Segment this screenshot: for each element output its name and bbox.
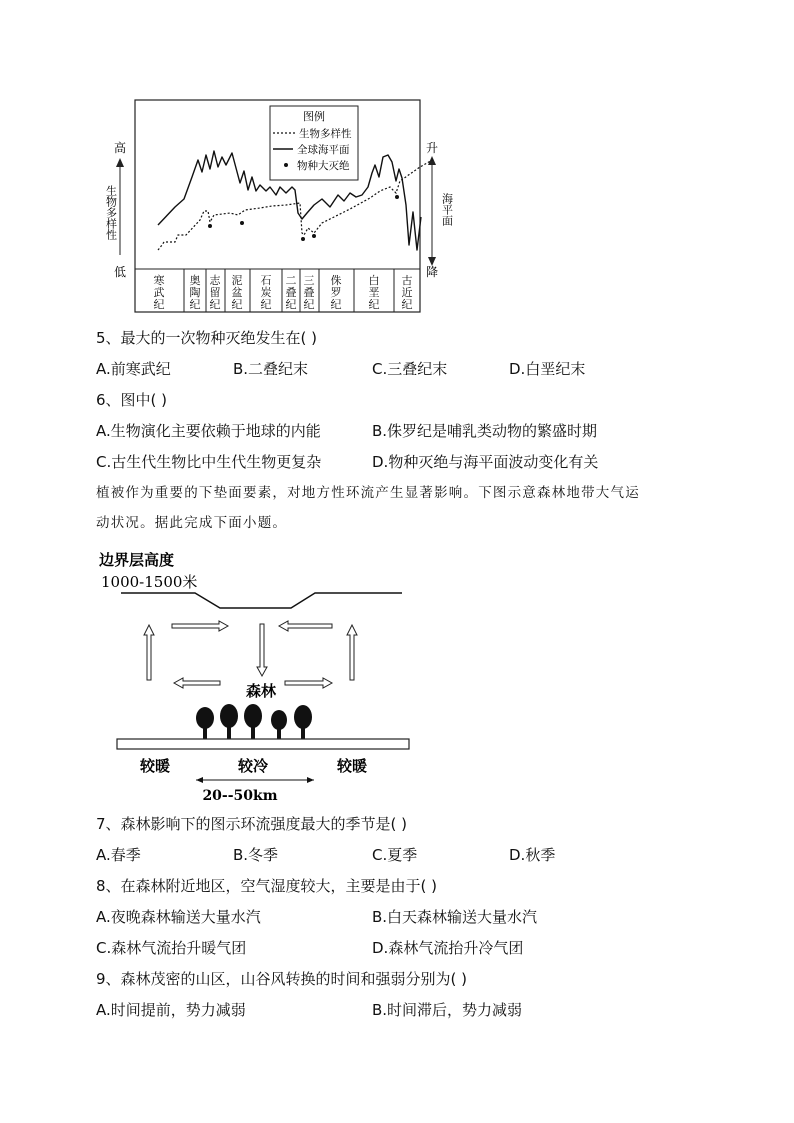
distance-bar-right-arrowhead [307,777,314,783]
q7-option-d[interactable]: D.秋季 [509,846,556,864]
period-carboniferous: 石炭纪 [260,274,272,311]
cold-center-label: 较冷 [238,757,269,775]
boundary-layer-line [121,593,402,608]
right-rising-arrow [347,625,357,680]
distance-label: 20--50km [202,788,278,804]
distance-bar-left-arrowhead [196,777,203,783]
q7-option-c[interactable]: C.夏季 [372,846,418,864]
tree-icon [244,704,262,739]
q6-stem: 6、图中( ) [96,391,168,409]
warm-left-label: 较暖 [140,757,171,775]
period-paleogene: 古近纪 [401,274,413,311]
legend-sea-level-label: 全球海平面 [297,144,350,156]
extinction-point [312,234,316,238]
period-silurian: 志留纪 [209,274,221,311]
boundary-layer-label: 边界层高度 [99,551,175,569]
forest-circulation-figure [95,545,425,805]
left-axis-low: 低 [113,265,127,279]
q8-option-d[interactable]: D.森林气流抬升冷气团 [372,939,524,957]
right-axis-up: 升 [425,141,438,155]
legend-extinction-swatch [284,163,288,167]
q8-option-a[interactable]: A.夜晚森林输送大量水汽 [96,908,261,926]
tree-icon [294,705,312,739]
left-axis-label: 生物多样性 [104,185,118,240]
forest-trees [196,704,312,739]
extinction-point [240,221,244,225]
q5-option-c[interactable]: C.三叠纪末 [372,360,448,378]
ground-surface [117,739,409,749]
upper-left-arrow [172,621,228,631]
left-rising-arrow [144,625,154,680]
q8-option-c[interactable]: C.森林气流抬升暖气团 [96,939,247,957]
q7-stem: 7、森林影响下的图示环流强度最大的季节是( ) [96,815,408,833]
lower-right-arrow [285,678,332,688]
q5-option-d[interactable]: D.白垩纪末 [509,360,586,378]
legend-extinction-label: 物种大灭绝 [297,160,350,172]
period-triassic: 三叠纪 [303,274,315,311]
lower-left-arrow [174,678,220,688]
q9-stem: 9、森林茂密的山区，山谷风转换的时间和强弱分别为( ) [96,970,468,988]
extinction-point [395,195,399,199]
descending-air-arrow [257,624,267,676]
q7-option-a[interactable]: A.春季 [96,846,141,864]
q9-option-b[interactable]: B.时间滞后，势力减弱 [372,1001,523,1019]
q6-option-a[interactable]: A.生物演化主要依赖于地球的内能 [96,422,321,440]
tree-icon [220,704,238,739]
tree-icon [271,710,287,739]
right-axis-label: 海平面 [440,193,454,226]
period-cambrian: 寒武纪 [153,274,165,311]
period-cretaceous: 白垩纪 [368,274,380,311]
extinction-point [301,237,305,241]
upper-right-arrow [279,621,332,631]
intro-line-1: 植被作为重要的下垫面要素，对地方性环流产生显著影响。下图示意森林地带大气运 [96,485,640,501]
period-permian: 二叠纪 [285,274,297,311]
right-axis-down: 降 [425,265,438,279]
forest-label: 森林 [245,682,277,700]
period-devonian: 泥盆纪 [231,274,243,311]
period-labels [154,273,413,311]
q5-option-a[interactable]: A.前寒武纪 [96,360,171,378]
left-axis-arrowhead [116,158,124,167]
period-ordovician: 奥陶纪 [189,274,201,311]
tree-icon [196,707,214,739]
q7-option-b[interactable]: B.冬季 [233,846,279,864]
q5-stem: 5、最大的一次物种灭绝发生在( ) [96,329,318,347]
q6-option-b[interactable]: B.侏罗纪是哺乳类动物的繁盛时期 [372,422,598,440]
legend-title: 图例 [303,110,325,123]
left-axis-high: 高 [113,141,127,155]
extinction-point [208,224,212,228]
period-jurassic: 侏罗纪 [330,274,342,311]
q6-option-c[interactable]: C.古生代生物比中生代生物更复杂 [96,453,322,471]
geologic-history-figure [100,95,454,317]
boundary-layer-value: 1000-1500米 [101,573,198,591]
q5-option-b[interactable]: B.二叠纪末 [233,360,309,378]
legend-biodiversity-label: 生物多样性 [299,128,352,140]
q8-option-b[interactable]: B.白天森林输送大量水汽 [372,908,538,926]
q8-stem: 8、在森林附近地区，空气湿度较大，主要是由于( ) [96,877,438,895]
warm-right-label: 较暖 [337,757,368,775]
q9-option-a[interactable]: A.时间提前，势力减弱 [96,1001,246,1019]
q6-option-d[interactable]: D.物种灭绝与海平面波动变化有关 [372,453,599,471]
intro-line-2: 动状况。据此完成下面小题。 [96,515,288,531]
